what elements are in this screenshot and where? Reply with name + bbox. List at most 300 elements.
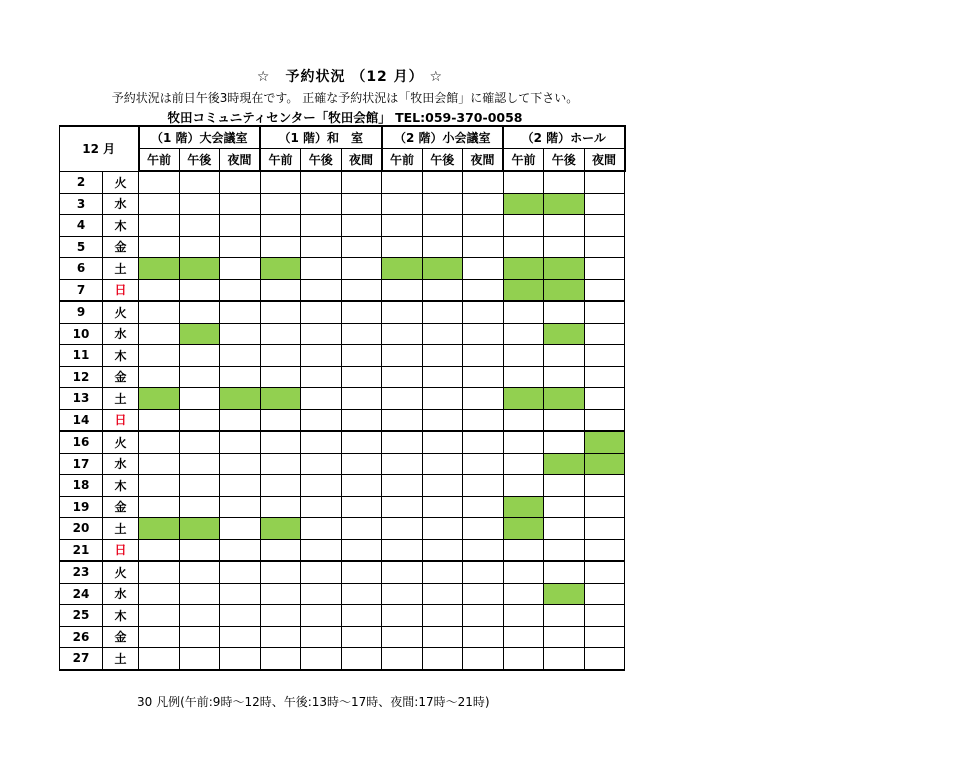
slot-cell	[260, 453, 301, 475]
date-cell: 16	[60, 431, 103, 453]
slot-cell	[584, 279, 625, 301]
room-header-japanese-room: （1 階）和 室	[260, 126, 382, 149]
slot-cell	[139, 409, 180, 431]
slot-cell	[463, 215, 504, 237]
slot-cell	[260, 539, 301, 561]
booked-slot-cell	[503, 518, 544, 540]
weekday-cell: 火	[103, 301, 139, 323]
slot-cell	[139, 496, 180, 518]
slot-cell	[422, 648, 463, 670]
booked-slot-cell	[139, 388, 180, 410]
weekday-cell: 火	[103, 431, 139, 453]
slot-cell	[544, 518, 585, 540]
date-cell: 26	[60, 626, 103, 648]
slot-cell	[179, 453, 220, 475]
weekday-cell: 木	[103, 345, 139, 367]
slot-header: 午前	[503, 149, 544, 172]
table-row	[60, 215, 625, 237]
slot-cell	[220, 626, 261, 648]
date-cell: 20	[60, 518, 103, 540]
slot-cell	[139, 171, 180, 193]
slot-cell	[220, 648, 261, 670]
weekday-cell: 水	[103, 193, 139, 215]
slot-cell	[463, 431, 504, 453]
slot-cell	[422, 193, 463, 215]
table-row	[60, 279, 625, 301]
booked-slot-cell	[503, 279, 544, 301]
booked-slot-cell	[179, 258, 220, 280]
table-row	[60, 193, 625, 215]
slot-cell	[382, 453, 423, 475]
booked-slot-cell	[503, 388, 544, 410]
slot-cell	[179, 366, 220, 388]
slot-cell	[260, 171, 301, 193]
booked-slot-cell	[544, 388, 585, 410]
table-row	[60, 431, 625, 453]
slot-cell	[341, 561, 382, 583]
slot-cell	[503, 475, 544, 497]
slot-cell	[503, 583, 544, 605]
booked-slot-cell	[260, 258, 301, 280]
date-cell: 13	[60, 388, 103, 410]
contact-info: 牧田コミュニティセンター「牧田会館」 TEL:059-370-0058	[167, 110, 523, 125]
slot-cell	[260, 409, 301, 431]
reservation-table	[59, 125, 626, 671]
slot-cell	[179, 561, 220, 583]
slot-cell	[544, 561, 585, 583]
slot-cell	[463, 626, 504, 648]
slot-cell	[220, 366, 261, 388]
table-row	[60, 605, 625, 627]
slot-cell	[422, 171, 463, 193]
slot-cell	[503, 409, 544, 431]
slot-cell	[422, 518, 463, 540]
slot-cell	[544, 366, 585, 388]
slot-header: 夜間	[220, 149, 261, 172]
slot-cell	[503, 626, 544, 648]
slot-header: 午後	[179, 149, 220, 172]
weekday-cell: 火	[103, 171, 139, 193]
weekday-cell: 土	[103, 258, 139, 280]
table-row	[60, 301, 625, 323]
slot-cell	[179, 475, 220, 497]
slot-cell	[220, 583, 261, 605]
slot-cell	[220, 323, 261, 345]
slot-cell	[503, 539, 544, 561]
slot-cell	[301, 366, 342, 388]
slot-cell	[179, 583, 220, 605]
weekday-cell: 水	[103, 323, 139, 345]
slot-cell	[260, 496, 301, 518]
slot-header: 午前	[139, 149, 180, 172]
slot-cell	[301, 215, 342, 237]
slot-cell	[382, 301, 423, 323]
slot-header: 午後	[544, 149, 585, 172]
slot-cell	[463, 171, 504, 193]
slot-header: 午後	[422, 149, 463, 172]
slot-cell	[584, 605, 625, 627]
slot-cell	[422, 626, 463, 648]
slot-cell	[422, 409, 463, 431]
slot-cell	[341, 626, 382, 648]
slot-cell	[422, 366, 463, 388]
slot-cell	[260, 323, 301, 345]
slot-cell	[341, 323, 382, 345]
slot-cell	[260, 345, 301, 367]
booked-slot-cell	[584, 431, 625, 453]
slot-cell	[179, 301, 220, 323]
slot-cell	[382, 626, 423, 648]
slot-cell	[220, 236, 261, 258]
booked-slot-cell	[544, 583, 585, 605]
slot-cell	[139, 475, 180, 497]
slot-cell	[220, 518, 261, 540]
slot-cell	[544, 301, 585, 323]
slot-cell	[301, 583, 342, 605]
slot-cell	[382, 193, 423, 215]
booked-slot-cell	[503, 258, 544, 280]
slot-cell	[382, 236, 423, 258]
slot-cell	[382, 215, 423, 237]
table-row	[60, 345, 625, 367]
slot-cell	[139, 193, 180, 215]
slot-cell	[463, 236, 504, 258]
slot-cell	[422, 431, 463, 453]
slot-cell	[301, 518, 342, 540]
slot-cell	[422, 345, 463, 367]
booked-slot-cell	[544, 193, 585, 215]
table-row	[60, 561, 625, 583]
table-row	[60, 236, 625, 258]
slot-cell	[341, 453, 382, 475]
slot-cell	[341, 171, 382, 193]
slot-cell	[382, 496, 423, 518]
table-row	[60, 409, 625, 431]
slot-cell	[341, 258, 382, 280]
slot-cell	[584, 583, 625, 605]
legend-text: 30 凡例(午前:9時～12時、午後:13時～17時、夜間:17時～21時)	[137, 695, 490, 709]
slot-cell	[341, 279, 382, 301]
slot-cell	[584, 409, 625, 431]
slot-header: 夜間	[584, 149, 625, 172]
slot-cell	[341, 475, 382, 497]
slot-cell	[382, 561, 423, 583]
weekday-cell: 火	[103, 561, 139, 583]
slot-cell	[179, 345, 220, 367]
slot-cell	[463, 648, 504, 670]
slot-cell	[503, 561, 544, 583]
slot-cell	[179, 215, 220, 237]
table-row	[60, 323, 625, 345]
slot-cell	[220, 409, 261, 431]
slot-cell	[260, 236, 301, 258]
slot-cell	[463, 409, 504, 431]
booked-slot-cell	[584, 453, 625, 475]
slot-cell	[341, 496, 382, 518]
slot-cell	[503, 366, 544, 388]
slot-cell	[584, 518, 625, 540]
slot-cell	[220, 301, 261, 323]
slot-cell	[179, 496, 220, 518]
month-header: 12 月	[60, 126, 139, 171]
slot-cell	[463, 193, 504, 215]
table-row	[60, 583, 625, 605]
slot-cell	[584, 366, 625, 388]
slot-cell	[341, 301, 382, 323]
slot-cell	[179, 539, 220, 561]
slot-cell	[463, 323, 504, 345]
slot-cell	[220, 193, 261, 215]
slot-cell	[382, 431, 423, 453]
slot-cell	[422, 279, 463, 301]
slot-cell	[139, 648, 180, 670]
slot-cell	[301, 539, 342, 561]
date-cell: 9	[60, 301, 103, 323]
date-cell: 17	[60, 453, 103, 475]
slot-cell	[139, 323, 180, 345]
slot-cell	[422, 475, 463, 497]
slot-cell	[584, 345, 625, 367]
slot-cell	[422, 605, 463, 627]
slot-cell	[179, 648, 220, 670]
slot-cell	[341, 366, 382, 388]
table-row	[60, 496, 625, 518]
slot-cell	[301, 388, 342, 410]
slot-cell	[341, 539, 382, 561]
page-title: ☆ 予約状況 （12 月） ☆	[256, 69, 444, 85]
slot-cell	[544, 431, 585, 453]
slot-cell	[260, 561, 301, 583]
slot-cell	[544, 215, 585, 237]
slot-cell	[584, 561, 625, 583]
slot-cell	[503, 171, 544, 193]
slot-cell	[422, 301, 463, 323]
slot-cell	[544, 605, 585, 627]
slot-cell	[503, 605, 544, 627]
slot-cell	[584, 648, 625, 670]
slot-cell	[139, 561, 180, 583]
slot-cell	[220, 539, 261, 561]
room-header-small-meeting: （2 階）小会議室	[382, 126, 504, 149]
slot-cell	[260, 583, 301, 605]
slot-header: 午後	[301, 149, 342, 172]
slot-cell	[220, 475, 261, 497]
slot-cell	[503, 431, 544, 453]
notice-text: 予約状況は前日午後3時現在です。 正確な予約状況は「牧田会館」に確認して下さい。	[111, 91, 579, 105]
slot-cell	[301, 171, 342, 193]
date-cell: 4	[60, 215, 103, 237]
slot-cell	[341, 409, 382, 431]
room-header-hall: （2 階）ホール	[503, 126, 625, 149]
slot-cell	[260, 366, 301, 388]
slot-cell	[179, 236, 220, 258]
slot-cell	[301, 626, 342, 648]
slot-cell	[139, 301, 180, 323]
slot-cell	[382, 539, 423, 561]
slot-header: 午前	[260, 149, 301, 172]
slot-cell	[220, 345, 261, 367]
weekday-cell: 土	[103, 388, 139, 410]
weekday-cell: 金	[103, 236, 139, 258]
slot-cell	[544, 475, 585, 497]
date-cell: 27	[60, 648, 103, 670]
date-cell: 6	[60, 258, 103, 280]
booked-slot-cell	[382, 258, 423, 280]
weekday-cell: 土	[103, 648, 139, 670]
weekday-cell: 土	[103, 518, 139, 540]
slot-cell	[220, 431, 261, 453]
slot-cell	[584, 301, 625, 323]
slot-cell	[544, 626, 585, 648]
slot-cell	[503, 323, 544, 345]
date-cell: 21	[60, 539, 103, 561]
slot-header: 午前	[382, 149, 423, 172]
booked-slot-cell	[544, 279, 585, 301]
slot-cell	[544, 648, 585, 670]
slot-cell	[463, 496, 504, 518]
room-header-large-meeting: （1 階）大会議室	[139, 126, 261, 149]
slot-cell	[179, 388, 220, 410]
slot-cell	[422, 496, 463, 518]
slot-cell	[422, 453, 463, 475]
slot-cell	[301, 453, 342, 475]
slot-cell	[139, 279, 180, 301]
slot-cell	[544, 171, 585, 193]
weekday-cell: 木	[103, 475, 139, 497]
slot-cell	[422, 539, 463, 561]
slot-cell	[503, 453, 544, 475]
table-row	[60, 626, 625, 648]
slot-cell	[422, 388, 463, 410]
slot-cell	[139, 236, 180, 258]
slot-cell	[544, 236, 585, 258]
weekday-cell: 日	[103, 409, 139, 431]
slot-cell	[220, 605, 261, 627]
slot-cell	[503, 215, 544, 237]
slot-cell	[260, 626, 301, 648]
slot-cell	[301, 323, 342, 345]
slot-cell	[584, 539, 625, 561]
slot-cell	[139, 366, 180, 388]
slot-cell	[301, 409, 342, 431]
slot-cell	[544, 409, 585, 431]
booked-slot-cell	[260, 388, 301, 410]
weekday-cell: 木	[103, 215, 139, 237]
slot-cell	[260, 605, 301, 627]
slot-cell	[341, 345, 382, 367]
slot-cell	[584, 171, 625, 193]
slot-cell	[584, 388, 625, 410]
slot-cell	[260, 193, 301, 215]
slot-cell	[220, 171, 261, 193]
slot-cell	[301, 301, 342, 323]
slot-cell	[341, 583, 382, 605]
slot-cell	[463, 475, 504, 497]
slot-cell	[503, 345, 544, 367]
slot-cell	[341, 431, 382, 453]
date-cell: 3	[60, 193, 103, 215]
slot-cell	[260, 431, 301, 453]
table-row	[60, 475, 625, 497]
date-cell: 23	[60, 561, 103, 583]
slot-cell	[584, 323, 625, 345]
weekday-cell: 日	[103, 279, 139, 301]
date-cell: 11	[60, 345, 103, 367]
booked-slot-cell	[260, 518, 301, 540]
table-row	[60, 258, 625, 280]
slot-cell	[301, 193, 342, 215]
slot-cell	[220, 215, 261, 237]
slot-cell	[220, 258, 261, 280]
slot-cell	[139, 626, 180, 648]
booked-slot-cell	[544, 453, 585, 475]
slot-cell	[544, 345, 585, 367]
slot-cell	[382, 583, 423, 605]
slot-cell	[422, 583, 463, 605]
slot-cell	[260, 648, 301, 670]
slot-cell	[260, 475, 301, 497]
slot-cell	[220, 453, 261, 475]
slot-cell	[341, 518, 382, 540]
slot-cell	[382, 345, 423, 367]
slot-cell	[341, 605, 382, 627]
booked-slot-cell	[220, 388, 261, 410]
slot-cell	[463, 366, 504, 388]
slot-cell	[382, 475, 423, 497]
date-cell: 7	[60, 279, 103, 301]
slot-cell	[382, 409, 423, 431]
booked-slot-cell	[422, 258, 463, 280]
slot-header: 夜間	[341, 149, 382, 172]
slot-cell	[139, 453, 180, 475]
table-row	[60, 388, 625, 410]
slot-cell	[584, 236, 625, 258]
weekday-cell: 金	[103, 366, 139, 388]
table-row	[60, 518, 625, 540]
slot-cell	[463, 301, 504, 323]
slot-cell	[463, 583, 504, 605]
slot-cell	[139, 539, 180, 561]
slot-cell	[301, 431, 342, 453]
booked-slot-cell	[179, 323, 220, 345]
table-row	[60, 539, 625, 561]
slot-cell	[584, 215, 625, 237]
weekday-cell: 金	[103, 496, 139, 518]
booked-slot-cell	[139, 258, 180, 280]
slot-cell	[179, 409, 220, 431]
slot-cell	[584, 475, 625, 497]
slot-cell	[382, 605, 423, 627]
slot-cell	[179, 626, 220, 648]
booked-slot-cell	[544, 258, 585, 280]
slot-cell	[382, 366, 423, 388]
slot-cell	[341, 193, 382, 215]
weekday-cell: 水	[103, 453, 139, 475]
date-cell: 24	[60, 583, 103, 605]
slot-cell	[463, 453, 504, 475]
slot-cell	[544, 539, 585, 561]
slot-cell	[139, 431, 180, 453]
slot-cell	[463, 258, 504, 280]
slot-cell	[139, 215, 180, 237]
slot-cell	[341, 215, 382, 237]
slot-cell	[139, 345, 180, 367]
slot-cell	[382, 323, 423, 345]
slot-header: 夜間	[463, 149, 504, 172]
slot-cell	[463, 345, 504, 367]
slot-cell	[139, 583, 180, 605]
weekday-cell: 水	[103, 583, 139, 605]
